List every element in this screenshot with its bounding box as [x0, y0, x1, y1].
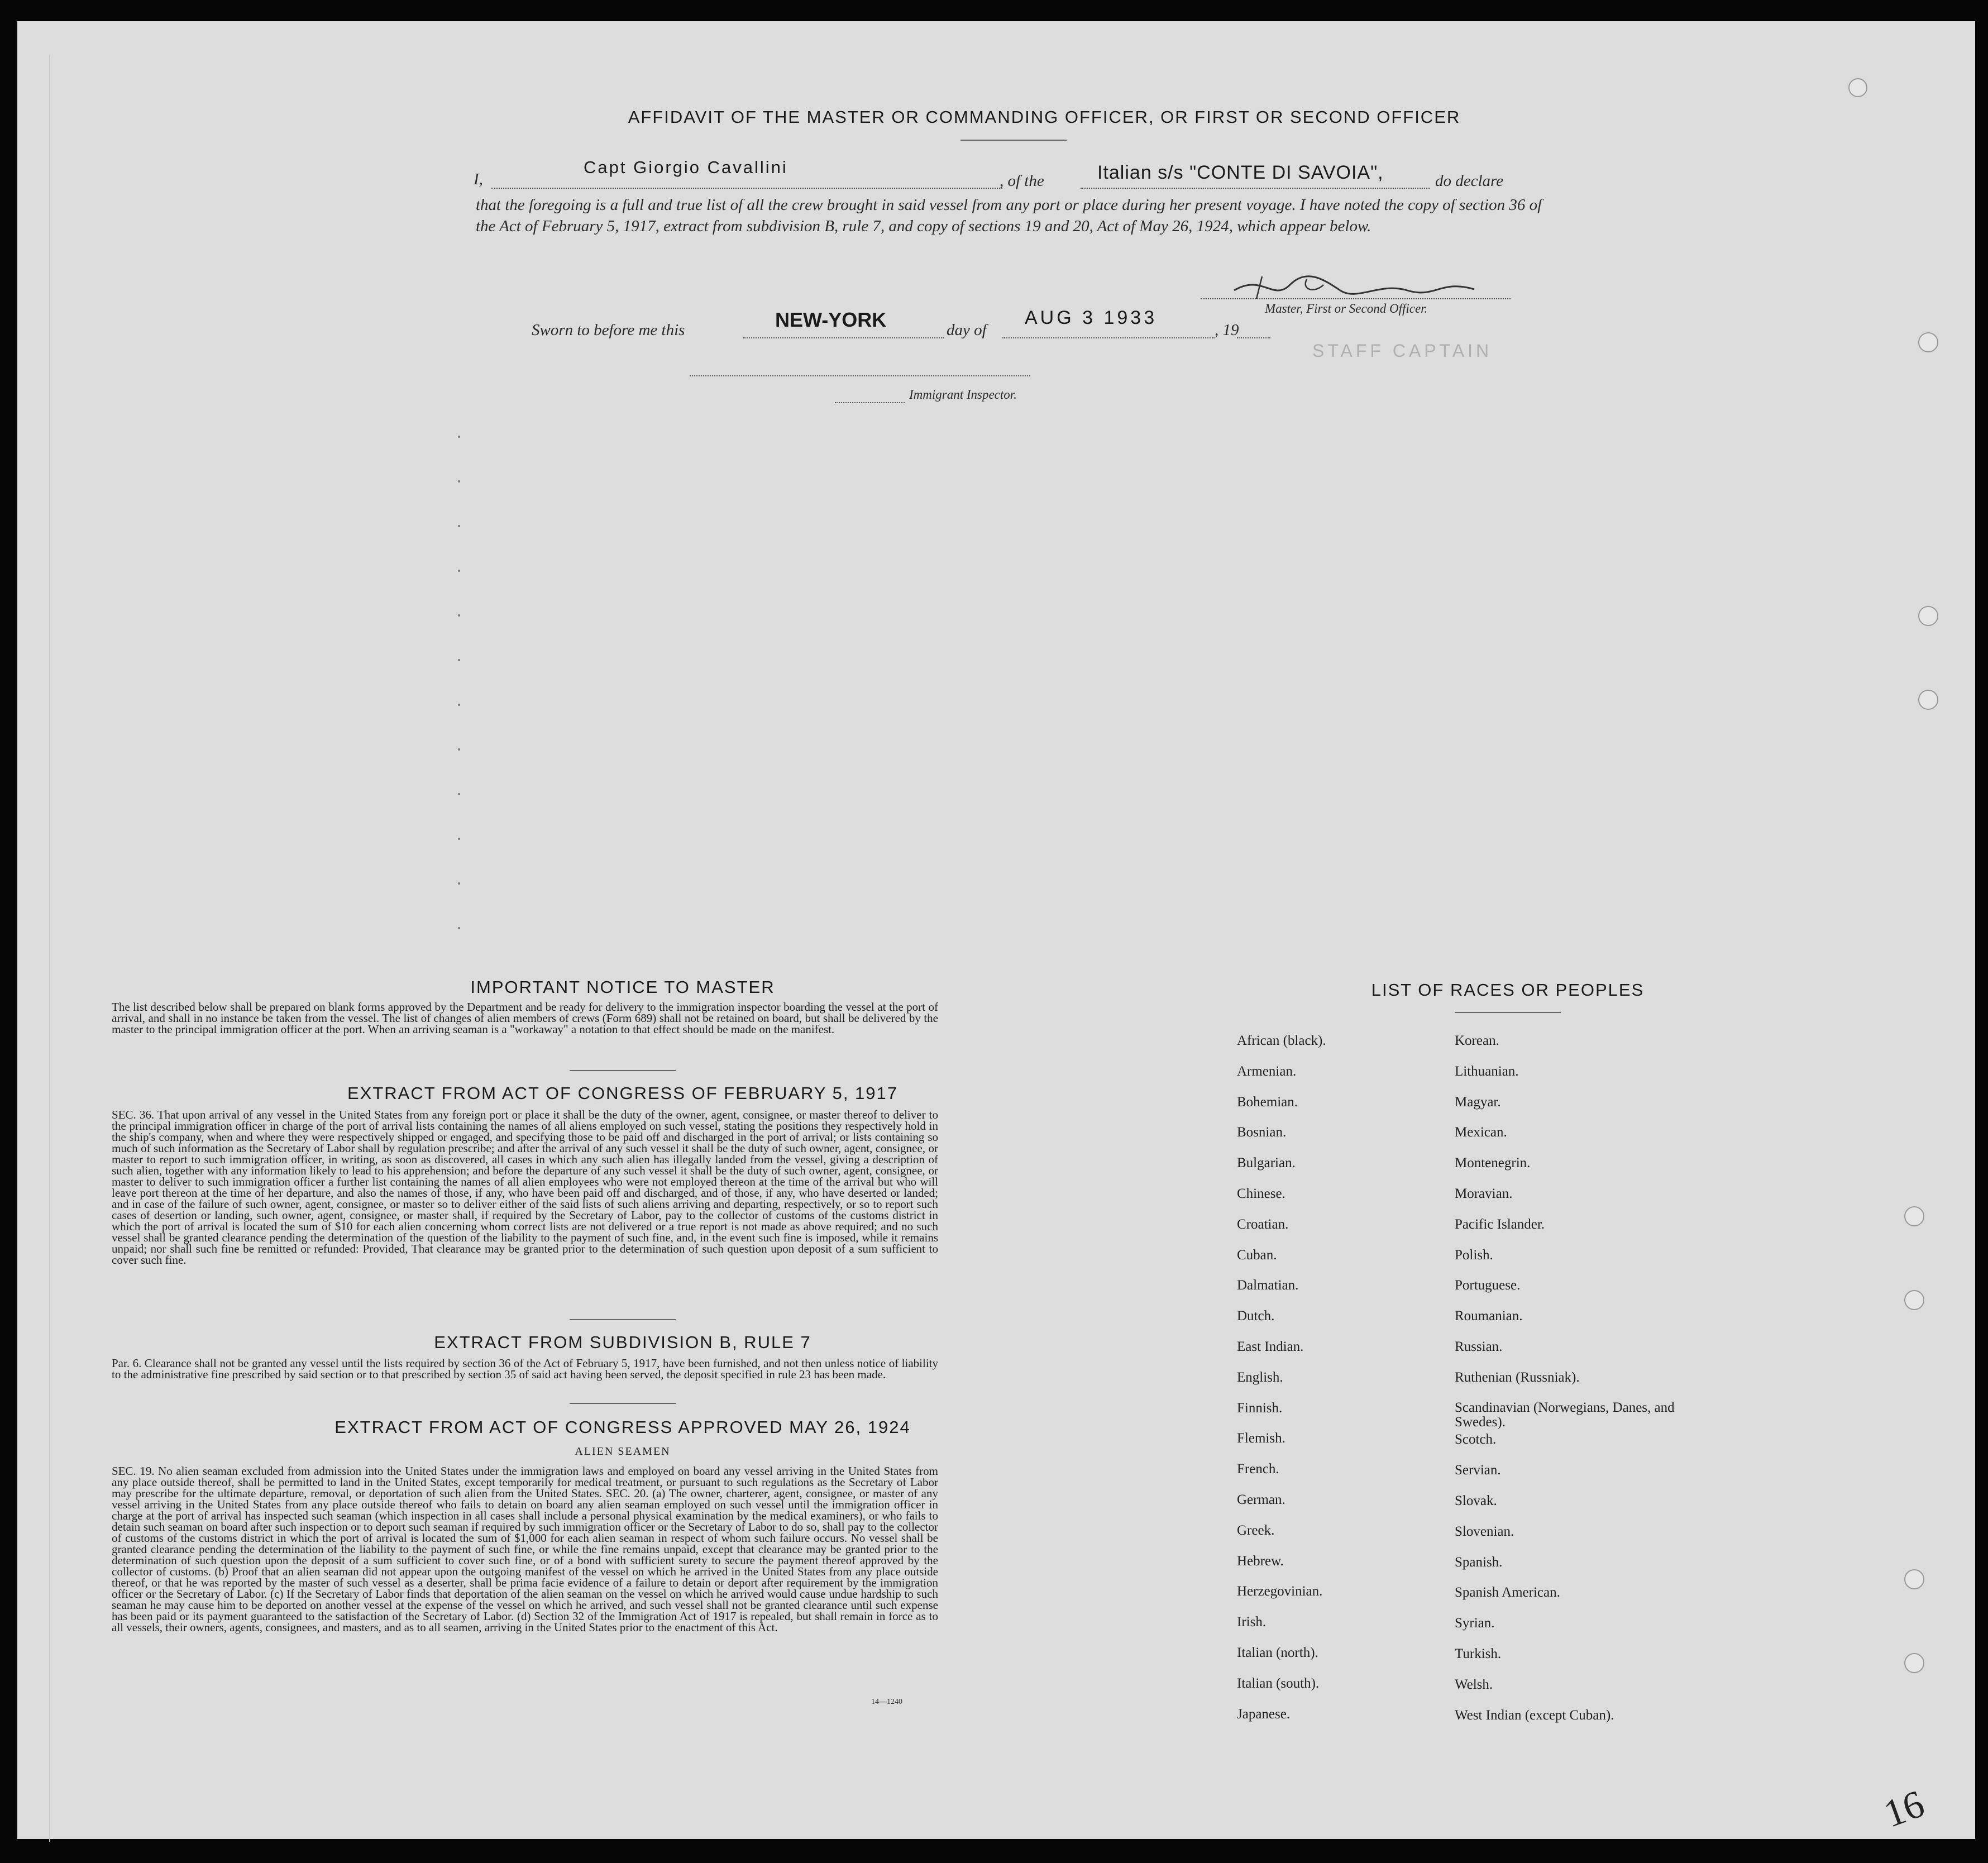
race-list-item: West Indian (except Cuban).: [1455, 1708, 1614, 1723]
race-list-item: Servian.: [1455, 1463, 1501, 1478]
races-title-underline: [1455, 1012, 1561, 1013]
extract-1924-subtitle: ALIEN SEAMEN: [575, 1445, 671, 1458]
left-binding-edge: [40, 55, 50, 1842]
section-divider: [570, 1070, 676, 1071]
binder-hole-icon: [1904, 1206, 1924, 1226]
race-list-item: Portuguese.: [1455, 1278, 1521, 1293]
race-list-item: Bosnian.: [1237, 1125, 1287, 1140]
race-list-item: African (black).: [1237, 1033, 1326, 1048]
binder-hole-icon: [1904, 1653, 1924, 1673]
blank-area-dot: [458, 480, 460, 483]
notice-title: IMPORTANT NOTICE TO MASTER: [470, 977, 775, 997]
race-list-item: Japanese.: [1237, 1707, 1291, 1722]
blank-area-dot: [458, 614, 460, 617]
race-list-item: Hebrew.: [1237, 1554, 1284, 1569]
race-list-item: Mexican.: [1455, 1125, 1507, 1140]
staff-captain-stamp: STAFF CAPTAIN: [1312, 341, 1493, 361]
race-list-item: Bohemian.: [1237, 1095, 1298, 1110]
race-list-item: Dalmatian.: [1237, 1278, 1299, 1293]
extract-1924-title: EXTRACT FROM ACT OF CONGRESS APPROVED MAY 26, 1924: [334, 1417, 911, 1437]
race-list-item: German.: [1237, 1492, 1285, 1507]
binder-hole-icon: [1918, 332, 1938, 352]
race-list-item: Welsh.: [1455, 1677, 1493, 1692]
sworn-label: Sworn to before me this: [532, 321, 685, 339]
blank-area-dot: [458, 793, 460, 795]
race-list-item: Ruthenian (Russniak).: [1455, 1370, 1580, 1385]
race-list-item: Turkish.: [1455, 1646, 1502, 1661]
race-list-item: Montenegrin.: [1455, 1155, 1531, 1171]
race-list-item: Pacific Islander.: [1455, 1217, 1545, 1232]
race-list-item: Bulgarian.: [1237, 1155, 1296, 1171]
race-list-item: Moravian.: [1455, 1186, 1513, 1201]
race-list-item: Lithuanian.: [1455, 1064, 1519, 1079]
binder-hole-icon: [1904, 1569, 1924, 1589]
inspector-label: Immigrant Inspector.: [909, 388, 1017, 402]
sworn-date-stamp: AUG 3 1933: [1025, 307, 1158, 328]
section-divider: [570, 1319, 676, 1320]
race-list-item: Italian (north).: [1237, 1645, 1318, 1660]
blank-area-dot: [458, 748, 460, 751]
day-of-label: day of: [947, 321, 987, 339]
title-underline: [960, 140, 1067, 141]
inspector-signature-line: [690, 370, 1030, 376]
notice-text: The list described below shall be prepared on blank forms approved by the Department and be ready for delivery to the immigration inspector boarding the vessel at the port of arrival, and shall in no instance be taken from the vessel. The list of changes of alien members of crews (Form 689) shall not be retained on board, but shall be delivered by the master to the principal immigration officer at the port. When an arriving seaman is a "workaway" a notation to that effect should be made on the manifest.: [112, 1000, 938, 1036]
rule7-text: Par. 6. Clearance shall not be granted any vessel until the lists required by section 36 of the Act of February 5, 1917, have been furnished, and not then unless notice of liability to the administrative fine prescribed by said section or to that prescribed by section 35 of said act having been served, the deposit specified in rule 23 has been made.: [112, 1356, 938, 1381]
binder-hole-icon: [1848, 78, 1867, 97]
name-field-line: [491, 178, 1002, 189]
race-list-item: Spanish American.: [1455, 1585, 1560, 1600]
race-list-item: Flemish.: [1237, 1431, 1285, 1446]
race-list-item: Dutch.: [1237, 1308, 1275, 1324]
race-list-item: Armenian.: [1237, 1064, 1297, 1079]
race-list-item: Finnish.: [1237, 1401, 1283, 1416]
blank-area-dot: [458, 927, 460, 929]
race-list-item: Slovak.: [1455, 1493, 1497, 1508]
blank-area-dot: [458, 838, 460, 840]
master-name-field: Capt Giorgio Cavallini: [584, 157, 788, 177]
race-list-item: Scandinavian (Norwegians, Danes, and Swedes).: [1455, 1400, 1675, 1430]
extract-1924-text: SEC. 19. No alien seaman excluded from admission into the United States under the immigration laws and employed on board any vessel arriving in the United States from any place outside thereof, shall be permitted to land in the United States, except temporarily for medical treatment, or pursuant to such regulations as the Secretary of Labor may prescribe for the ultimate departure, removal, or deportation of such alien from the United States. SEC. 20. (a) The owner, charterer, agent, consignee, or master of any vessel arriving in the United States from any place outside thereof who fails to detain on board any alien seaman employed on such vessel until the immigration officer in charge at the port of arrival has inspected such seaman (which inspection in all cases shall include a personal physical examination by the medical examiners), or who fails to detain such seaman on board after such inspection or to deport such seaman if required by such immigration officer or the Secretary of Labor to do so, shall pay to the collector of customs of the customs district in which the port of arrival is located the sum of $1,000 for each alien seaman in respect of whom such failure occurs. No vessel shall be granted clearance pending the determination of the liability to the payment of such fine, or while the fine remains unpaid, except that clearance may be granted prior to the determination of such question upon the deposit of a sum sufficient to cover such fine, or of a bond with sufficient surety to secure the payment thereof approved by the collector of customs. (b) Proof that an alien seaman did not appear upon the outgoing manifest of the vessel on which he arrived in the United States from any place outside thereof, or that he was reported by the master of such vessel as a deserter, shall be prima facie evidence of a failure to detain or deport after requirement by the immigration officer or the Secretary of Labor. (c) If the Secretary of Labor finds that deportation of the alien seaman on the vessel on which he arrived would cause undue hardship to such seaman he may cause him to be deported on another vessel at the expense of the vessel on which he arrived, and such vessel shall not be granted clearance until such expense has been paid or its payment guaranteed to the satisfaction of the Secretary of Labor. (d) Section 32 of the Immigration Act of 1917 is repealed, but shall remain in force as to all vessels, their owners, agents, consignees, and masters, and as to all seamen, arriving in the United States prior to the enactment of this Act.: [112, 1464, 938, 1634]
race-list-item: East Indian.: [1237, 1339, 1304, 1354]
race-list-item: Korean.: [1455, 1033, 1499, 1048]
race-list-item: Croatian.: [1237, 1217, 1289, 1232]
races-title: LIST OF RACES OR PEOPLES: [1371, 980, 1645, 1000]
race-list-item: Cuban.: [1237, 1248, 1277, 1263]
margin-page-number: 16: [1878, 1782, 1930, 1836]
race-list-item: Greek.: [1237, 1523, 1275, 1538]
race-list-item: Polish.: [1455, 1248, 1493, 1263]
race-list-item: Italian (south).: [1237, 1676, 1320, 1691]
affidavit-body: that the foregoing is a full and true list of all the crew brought in said vessel from any port or place during her present voyage. I have noted the copy of section 36 of the Act of February 5, 1917, extract from subdivision B, rule 7, and copy of sections 19 and 20, Act of May 26, 1924, which appear below.: [476, 196, 1542, 235]
inspector-short-line: [835, 397, 905, 403]
do-declare-label: do declare: [1435, 172, 1504, 190]
vessel-name-field: Italian s/s "CONTE DI SAVOIA",: [1097, 162, 1384, 183]
race-list-item: Herzegovinian.: [1237, 1584, 1323, 1599]
binder-hole-icon: [1918, 606, 1938, 626]
race-list-item: Syrian.: [1455, 1616, 1495, 1631]
blank-area-dot: [458, 882, 460, 885]
year-line: [1237, 328, 1270, 338]
blank-area-dot: [458, 570, 460, 572]
blank-area-dot: [458, 704, 460, 706]
race-list-item: English.: [1237, 1370, 1283, 1385]
binder-hole-icon: [1918, 690, 1938, 710]
race-list-item: Roumanian.: [1455, 1308, 1523, 1324]
blank-area-dot: [458, 436, 460, 438]
blank-area-dot: [458, 525, 460, 527]
signature-line: [1201, 290, 1511, 299]
race-list-item: Scotch.: [1455, 1432, 1497, 1447]
sworn-date-line: [1002, 328, 1215, 338]
form-number: 14—1240: [871, 1698, 902, 1706]
rule7-title: EXTRACT FROM SUBDIVISION B, RULE 7: [434, 1332, 811, 1352]
of-the-label: , of the: [1000, 172, 1044, 190]
affidavit-title: AFFIDAVIT OF THE MASTER OR COMMANDING OFFICER, OR FIRST OR SECOND OFFICER: [628, 107, 1461, 127]
race-list-item: Chinese.: [1237, 1186, 1285, 1201]
section-divider: [570, 1403, 676, 1404]
blank-area-dot: [458, 659, 460, 661]
race-list-item: French.: [1237, 1461, 1279, 1477]
binder-hole-icon: [1904, 1290, 1924, 1310]
race-list-item: Slovenian.: [1455, 1524, 1514, 1539]
sworn-place-stamp: NEW-YORK: [775, 308, 887, 331]
race-list-item: Magyar.: [1455, 1095, 1501, 1110]
race-list-item: Russian.: [1455, 1339, 1503, 1354]
race-list-item: Irish.: [1237, 1614, 1267, 1630]
race-list-item: Spanish.: [1455, 1555, 1503, 1570]
affidavit-prefix: I,: [474, 170, 483, 188]
extract-1917-title: EXTRACT FROM ACT OF CONGRESS OF FEBRUARY 5, 1917: [347, 1083, 899, 1103]
master-label: Master, First or Second Officer.: [1265, 302, 1428, 316]
extract-1917-text: SEC. 36. That upon arrival of any vessel in the United States from any foreign port or place it shall be the duty of the owner, agent, consignee, or master thereof to deliver to the principal immigration officer in charge of the port of arrival lists containing the names of all aliens employed on such vessel, stating the positions they respectively hold in the ship's company, when and where they were respectively shipped or engaged, and specifying those to be paid off and discharged in the port of arrival; or lists containing so much of such information as the Secretary of Labor shall by regulation prescribe; and after the arrival of any such vessel it shall be the duty of such owner, agent, consignee, or master to report to such immigration officer, in writing, as soon as discovered, all cases in which any such alien has illegally landed from the vessel, giving a description of such alien, together with any information likely to lead to his apprehension; and before the departure of any such vessel it shall be the duty of such owner, agent, consignee, or master to deliver to such immigration officer a further list containing the names of all alien employees who were not employed thereon at the time of the arrival but who will leave port thereon at the time of her departure, and also the names of those, if any, who have been paid off and discharged, and of those, if any, who have deserted or landed; and in case of the failure of such owner, agent, consignee, or master so to deliver either of the said lists of such aliens arriving and departing, respectively, or so to report such cases of desertion or landing, such owner, agent, consignee, or master shall, if required by the Secretary of Labor, pay to the collector of customs of the customs district in which the port of arrival is located the sum of $10 for each alien concerning whom correct lists are not delivered or a true report is not made as above required; and no such vessel shall be granted clearance pending the determination of the question of the liability to the payment of such fine, and, in the event such fine is imposed, while it remains unpaid; nor shall such fine be remitted or refunded: Provided, That clearance may be granted prior to the determination of such question upon deposit of a sum sufficient to cover such fine.: [112, 1108, 938, 1267]
year-label: , 19: [1215, 321, 1239, 339]
